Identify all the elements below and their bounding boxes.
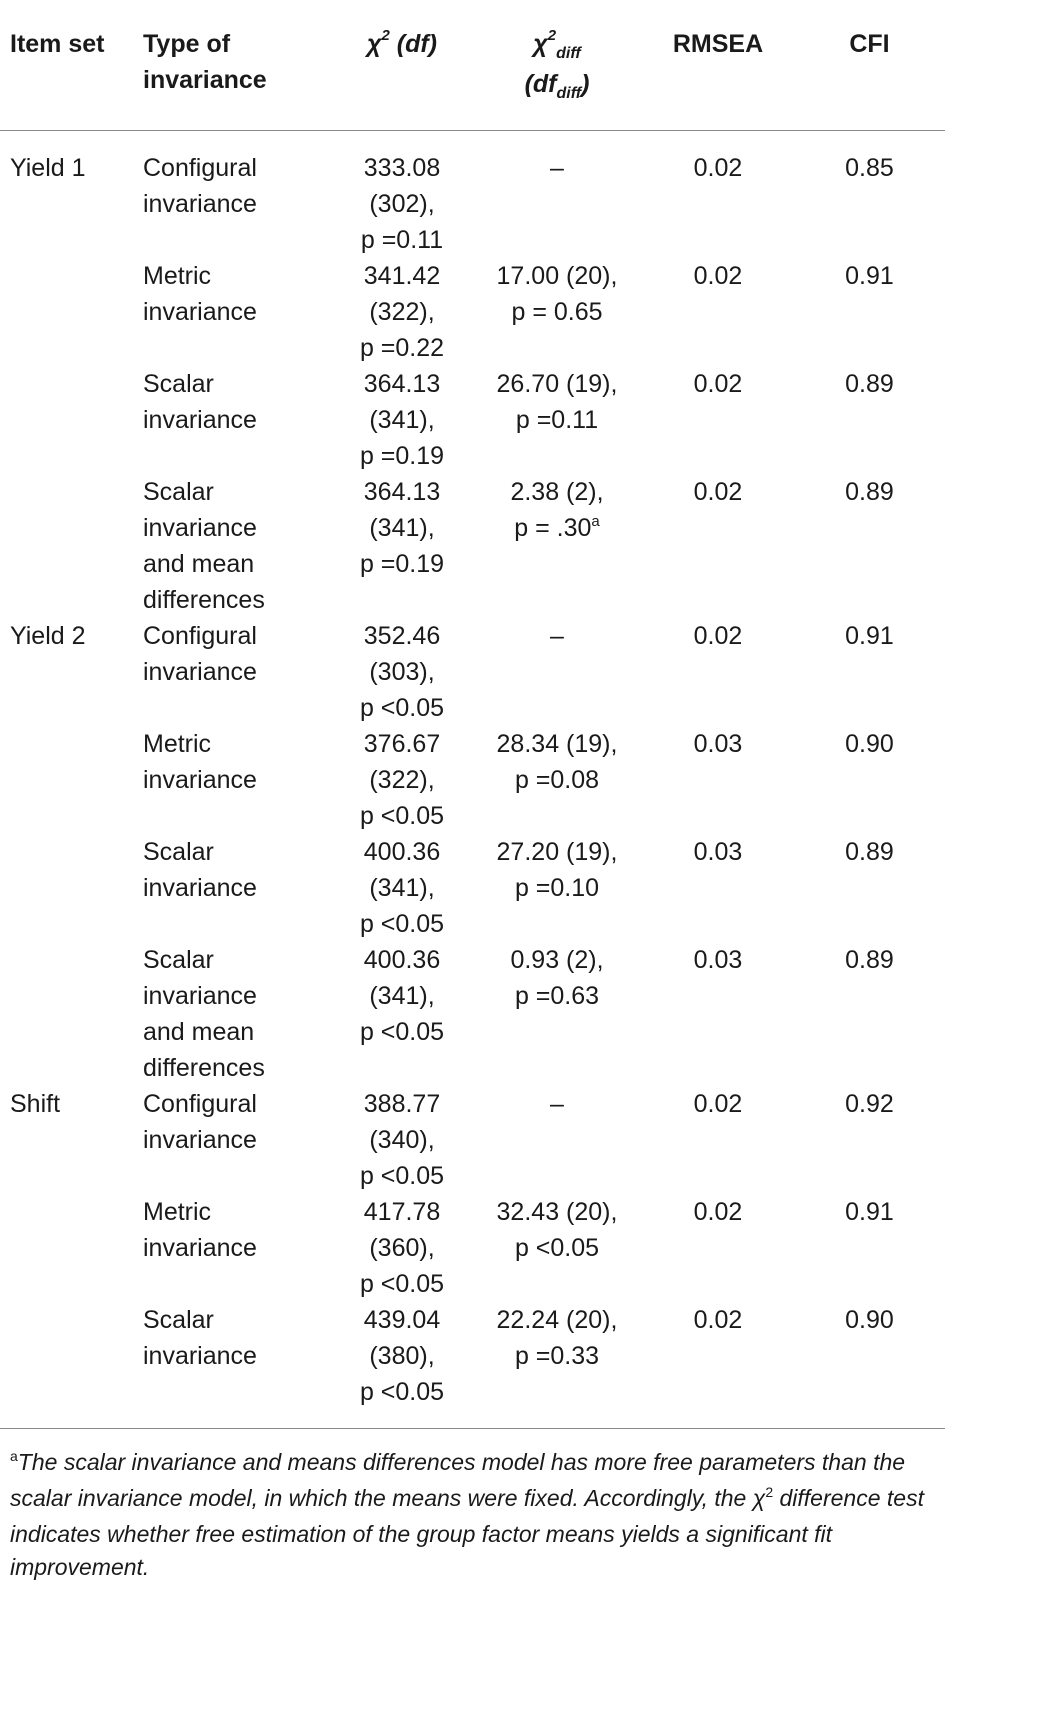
cell-type-of-invariance: Configural invariance [143,154,257,218]
cell-type-of-invariance: Metric invariance [143,1198,257,1262]
cell-cfi: 0.89 [845,370,894,398]
table-row [0,366,945,474]
cell-chi-square-diff: 27.20 (19), p =0.10 [496,838,618,902]
header-chi-square-df: $\chi^2$ (df) [367,27,437,58]
cell-item-set [0,1302,143,1428]
table-body [0,130,945,1428]
cell-chi-square: 417.78 (360), p <0.05 [359,1198,445,1298]
table-row [0,258,945,366]
cell-type-of-invariance: Scalar invariance [143,838,257,902]
cell-rmsea: 0.03 [693,838,743,866]
table-header [0,0,945,130]
cell-chi-square: 341.42 (322), p =0.22 [359,262,445,362]
cell-chi-square-diff: 28.34 (19), p =0.08 [496,730,618,794]
cell-cfi: 0.92 [845,1090,894,1118]
cell-chi-square-diff: 2.38 (2), p = .30$^a$ [510,478,604,542]
cell-rmsea: 0.02 [693,370,743,398]
cell-cfi: 0.89 [845,478,894,506]
cell-chi-square: 352.46 (303), p <0.05 [359,622,445,722]
cell-chi-square-diff: 26.70 (19), p =0.11 [496,370,618,434]
header-chi-square-diff: $\chi^2_{diff}$ $(df_{diff})$ [524,27,590,102]
cell-type-of-invariance: Configural invariance [143,1090,257,1154]
header-cfi: CFI [849,30,890,58]
cell-rmsea: 0.02 [693,1090,743,1118]
cell-chi-square-diff: – [550,1090,564,1118]
cell-rmsea: 0.02 [693,478,743,506]
cell-type-of-invariance: Scalar invariance [143,1306,257,1370]
table-row [0,130,945,258]
cell-chi-square: 388.77 (340), p <0.05 [359,1090,445,1190]
cell-chi-square: 400.36 (341), p <0.05 [359,838,445,938]
cell-rmsea: 0.03 [693,946,743,974]
cell-chi-square: 376.67 (322), p <0.05 [359,730,445,830]
cell-item-set: Shift [10,1090,61,1118]
cell-chi-square: 364.13 (341), p =0.19 [359,370,445,470]
cell-chi-square-diff: 0.93 (2), p =0.63 [510,946,604,1010]
cell-type-of-invariance: Configural invariance [143,622,257,686]
cell-rmsea: 0.02 [693,622,743,650]
cell-chi-square-diff: 22.24 (20), p =0.33 [496,1306,618,1370]
table-row [0,474,945,618]
cell-chi-square: 400.36 (341), p <0.05 [359,946,445,1046]
cell-item-set [0,258,143,366]
cell-type-of-invariance: Metric invariance [143,730,257,794]
footnote-marker: a [10,1448,18,1464]
cell-item-set: Yield 2 [10,622,86,650]
cell-type-of-invariance: Scalar invariance [143,370,257,434]
cell-cfi: 0.90 [845,1306,894,1334]
cell-cfi: 0.91 [845,1198,894,1226]
cell-chi-square: 333.08 (302), p =0.11 [360,154,444,254]
cell-type-of-invariance: Scalar invariance and mean differences [143,946,265,1082]
cell-chi-square-diff: – [550,154,564,182]
cell-item-set [0,726,143,834]
cell-chi-square-diff: 17.00 (20), p = 0.65 [496,262,618,326]
cell-item-set [0,942,143,1086]
table-row [0,726,945,834]
cell-type-of-invariance: Metric invariance [143,262,257,326]
cell-item-set [0,1194,143,1302]
cell-rmsea: 0.02 [693,1306,743,1334]
header-divider [0,130,945,131]
cell-type-of-invariance: Scalar invariance and mean differences [143,478,265,614]
cell-cfi: 0.89 [845,838,894,866]
cell-cfi: 0.91 [845,622,894,650]
cell-rmsea: 0.02 [693,262,743,290]
cell-rmsea: 0.02 [693,154,743,182]
cell-chi-square: 439.04 (380), p <0.05 [359,1306,445,1406]
cell-chi-square-diff: – [550,622,564,650]
cell-chi-square-diff: 32.43 (20), p <0.05 [496,1198,618,1262]
cell-item-set: Yield 1 [10,154,86,182]
table-row [0,618,945,726]
header-rmsea: RMSEA [672,30,764,58]
cell-cfi: 0.91 [845,262,894,290]
cell-chi-square: 364.13 (341), p =0.19 [359,478,445,578]
cell-item-set [0,834,143,942]
cell-cfi: 0.89 [845,946,894,974]
cell-rmsea: 0.03 [693,730,743,758]
table-row [0,1302,945,1428]
table-footnote: $^a$The scalar invariance and means differences model has more free parameters than the scalar invariance model, in which the means were fixed. Accordingly, the $\chi^2$ difference test indicates whether free estimation of the group factor means yields a significant fit improvement. [10,1448,924,1580]
table-row [0,1194,945,1302]
table-row [0,834,945,942]
table-row [0,1086,945,1194]
header-type-of-invariance: Type of invariance [143,30,267,94]
header-item-set: Item set [10,30,105,58]
cell-cfi: 0.85 [845,154,894,182]
table-row [0,942,945,1086]
cell-item-set [0,366,143,474]
cell-rmsea: 0.02 [693,1198,743,1226]
cell-cfi: 0.90 [845,730,894,758]
cell-item-set [0,474,143,618]
